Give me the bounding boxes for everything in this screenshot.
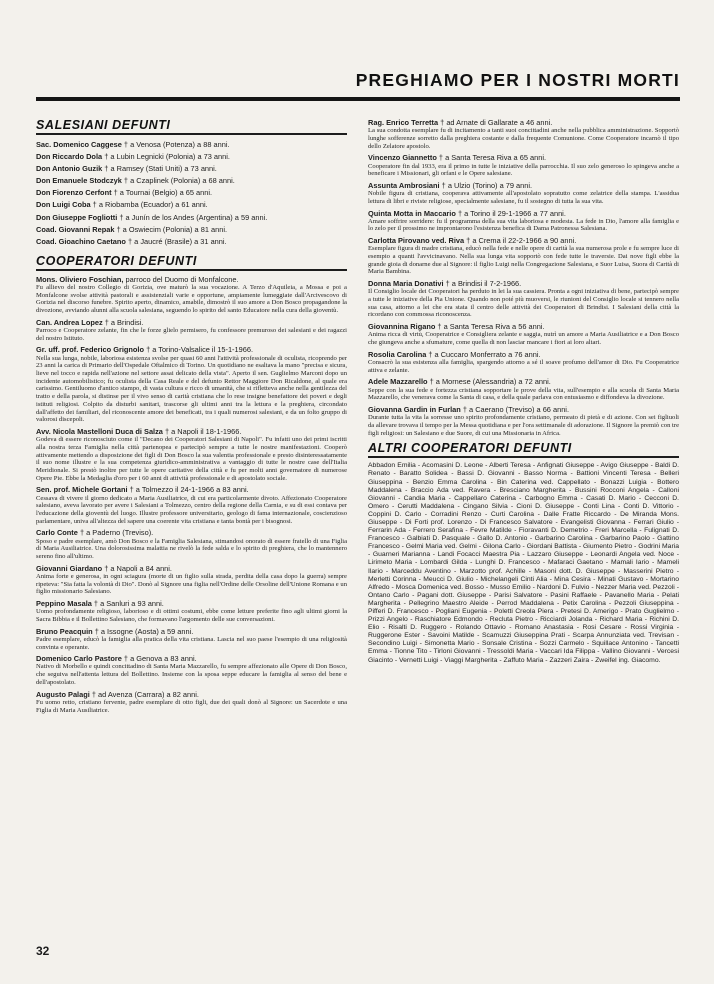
section-title-salesiani: SALESIANI DEFUNTI <box>36 118 171 132</box>
salesiano-entry <box>36 163 347 175</box>
cooperatore-entry <box>368 118 679 150</box>
salesiani-list <box>36 139 347 248</box>
cooperatore-info: † a Ulzio (Torino) a 79 anni. <box>441 180 533 190</box>
cooperatore-entry <box>36 318 347 343</box>
cooperatore-name: Assunta Ambrosiani <box>368 180 440 190</box>
cooperatore-text: Durante tutta la vita la sorresse uno spirito profondamente cristiano, permeato di pietà e di azione. Con sei figliuoli da allevare trovava il tempo per la Messa quotidiana e per l'ora settimanale di adorazione. Il Signore la premiò con tre figli religiosi: un Salesiano e due Suore, di cui una Missionaria in Africa. <box>368 414 679 437</box>
cooperatore-text: Il Consiglio locale dei Cooperatori ha perduto in lei la sua cassiera. Pronta a ogni iniziativa di bene, partecipò sempre a tutte le iniziative della Pia Unione. Quando non poté più muoversi, le riunioni del Consiglio locale si tennero nella sua casa, attorno a lei che era stata il centro delle attività dei Cooperatori di Brindisi. I Salesiani della città la ricordano con commossa riconoscenza. <box>368 288 679 319</box>
cooperatore-name: Mons. Oliviero Foschian, <box>36 274 124 284</box>
cooperatore-heading <box>36 485 347 494</box>
cooperatore-name: Vincenzo Giannetto <box>368 153 437 163</box>
cooperatore-entry <box>36 627 347 652</box>
salesiano-entry <box>36 151 347 163</box>
cooperatore-info: † a Genova a 83 anni. <box>123 654 197 664</box>
cooperatore-name: Adele Mazzarello <box>368 377 428 387</box>
cooperatore-heading <box>36 427 347 436</box>
cooperatore-info: † a Santa Teresa Riva a 56 anni. <box>437 322 545 332</box>
cooperatore-text: Consacrò la sua esistenza alla famiglia, spargendo attorno a sé il soave profumo dell'amor di Dio. Fu Cooperatrice attiva e zelante. <box>368 358 679 374</box>
section-rule <box>36 269 347 271</box>
cooperatore-text: Cessava di vivere il giorno dedicato a Maria Ausiliatrice, di cui era particolarmente divoto. Affezionato Cooperatore salesiano, aveva lavorato per avere i Salesiani a Tolmezzo, centro della regione della Carnia, e su di essi contava per l'educazione della gioventù del luogo. Illustre professore universitario, geologo di fama internazionale, coscienzioso parlamentare, univa all'altezza del sapere una coerente vita cristiana e tanta bontà per i bisognosi. <box>36 494 347 525</box>
cooperatore-text: Godeva di essere riconosciuto come il "Decano dei Cooperatori Salesiani di Napoli". Fu infatti uno dei primi iscritti alla nostra terza Famiglia nella città partenopea e partecipò sempre a tutte le nostre manifestazioni. Cooperò attivamente mettendo a disposizione dei figli di Don Bosco la sua valentia professionale e presto disinteressatamente il suo nome illustre e la sua competenza giuridico-amministrativa a vantaggio di tutte le nostre case dell'Italia Meridionale. Si prestò inoltre per tutte le opere caritative della città e fu per molti anni governatore di numerose Opere Pie. Ebbe la Medaglia d'oro per i 60 anni di attività professionale e di apostolato sociale. <box>36 436 347 482</box>
salesiano-info: † a Venosa (Potenza) a 88 anni. <box>123 140 230 149</box>
cooperatore-heading <box>36 275 347 284</box>
salesiano-name: Don Giuseppe Fogliotti <box>36 212 118 222</box>
cooperatore-entry <box>368 236 679 276</box>
cooperatore-text: Nobile figura di cristiana, cooperava attivamente all'apostolato sopratutto come zelatrice della stampa. L'assidua lettura di libri e riviste religiose, specialmente salesiane, fu il sostegno di tutta la sua vita. <box>368 190 679 205</box>
cooperatore-entry <box>368 350 679 375</box>
altri-list: Abbadon Emilia - Acomasini D. Leone - Alberti Teresa - Anfignati Giuseppe - Avigo Giuseppe - Baldi D. Renato - Baratto Solidea - Bassi D. Giovanni - Basso Norma - Battioni Vincenti Teresa - Belleri Giuseppina - Benzio Emma Carolina - Bin Caterina ved. Cappellato - Bonazzi Luigia - Bottero Maddalena - Braccio Ada ved. Ravera - Bresciano Margherita - Bussini Rocconi Angela - Calloni Giovanni - Candia Maria - Cappellaro Caterina - Carbogno Emma - Casati D. Mario - Cecconi D. Omero - Cerutti Maddalena - Cingano Silvia - Cioni D. Giuseppe - Conti Lina - Conti D. Vittorio - Coppini D. Carlo - Corradini Renzo - Curti Carolina - Dalle Fratte Riccardo - De Miranda Mons. Giuseppe - Di Forti prof. Lorenzo - Di Francesco Salvatore - Evangelisti Giovanna - Ferrari Giulio - Ferrarin Ada - Ferrero Serafina - Fevre Matilde - Fioravanti D. Demetrio - Freri Marcella - Fulignati D. Francesco - Galbiati D. Pasquale - Gallo D. Antonio - Garbarino Carolina - Garbarino Paolo - Gattino Francesco - Gelmi Maria ved. Gelmi - Gilona Carlo - Giordani Battista - Giumento Pietro - Godrini Maria - Guarneri Marianna - Landi Focacci Maestra Pia - Lazzaro Giuseppe - Leonardi Angela ved. Noce - Lirimeto Maria - Lombardi Gilda - Lunghi D. Francesco - Mafaraci Gaetano - Mamali Iario - Mameli Ilario - Marceddu Aventino - Marzotto prof. Achille - Masoni dott. D. Giuseppe - Masserini Pietro - Merletti Corinna - Meucci D. Giulio - Michelangeli Cinti Alia - Mina Cesira - Minati Gustavo - Mortarino Alfredo - Mosca Domenica ved. Bosso - Musso Emilio - Nardoni D. Fulvio - Nezzer Maria ved. Pezzoli - Ontano Carlo - Pagani dott. Giuseppe - Parisi Salvatore - Pasini Raffaele - Pavanello Maria - Pelati Margherita - Pellegrino Maestro Aleide - Perrod Maddalena - Petix Carolina - Pezzoli Giuseppina - Pifferi D. Francesco - Pogliani Eugenia - Poletti Creola Piera - Pretesi D. Amerigo - Prato Guglielmo - Prizzi Angelo - Raschiatore Edmondo - Recluta Pietro - Ricciardi Jolanda - Richard Maria - Richini D. Elio - Risalti D. Ruggero - Rolando Ottavio - Romano Anastasia - Rosi Cesare - Rossi Virginia - Ruggerone Ester - Savoini Matilde - Scamuzzi Giuseppina Prati - Scarpa Annunziata ved. Trevisan - Secondino Luigi - Simonetta Mario - Sonsale Cristina - Sozzi Carmelo - Squillace Antonino - Tancetti Emma - Tionne Tito - Tirloni Giovanni - Tressoldi Maria - Vaccari Ida Filippa - Vallino Giovanni - Vercesi Giacinto - Vernetti Luigi - Viaggi Margherita - Zaffuto Maria - Zazzeri Zaira - Zweifel ing. Giacomo. <box>368 462 679 664</box>
salesiano-info: † a Junín de los Andes (Argentina) a 59 anni. <box>119 212 268 222</box>
cooperatore-name: Giovanni Giardano <box>36 563 103 573</box>
salesiano-name: Coad. Gioachino Caetano <box>36 236 126 246</box>
cooperatore-name: Giovannina Rigano <box>368 322 436 332</box>
salesiano-entry <box>36 175 347 187</box>
section-salesiani <box>36 118 347 248</box>
salesiano-entry <box>36 187 347 199</box>
cooperatore-name: Can. Andrea Lopez <box>36 317 103 327</box>
cooperatore-heading <box>368 236 679 245</box>
cooperatore-entry <box>36 528 347 560</box>
cooperatore-text: Parroco e Cooperatore zelante, fin che le forze glielo permisero, fu confessore premuroso dei salesiani e dei ragazzi del nostro Istituto. <box>36 327 347 342</box>
cooperatore-entry <box>368 322 679 347</box>
salesiano-info: † a Ramsey (Stati Uniti) a 73 anni. <box>104 164 217 174</box>
header-rule <box>36 97 680 101</box>
cooperatore-entry <box>36 564 347 596</box>
salesiano-name: Coad. Giovanni Repak <box>36 224 115 234</box>
salesiano-info: † a Lubin Legnicki (Polonia) a 73 anni. <box>104 152 230 162</box>
cooperatore-info: † a Napoli il 18-1-1966. <box>164 427 242 436</box>
section-title-altri: ALTRI COOPERATORI DEFUNTI <box>368 441 572 456</box>
cooperatore-text: Nativo di Morbello e quindi concittadino di Santa Maria Mazzarello, fu sempre affezionato alle Opere di Don Bosco, che seguiva nell'attenta lettura del Bollettino. Insieme con la sposa seppe educare la famiglia al senso del bene e dell'apostolato. <box>36 663 347 686</box>
cooperatore-heading <box>368 405 679 414</box>
cooperatore-entry <box>36 275 347 315</box>
cooperatore-info: † a Tolmezzo il 24-1-1966 a 83 anni. <box>129 485 249 495</box>
section-title-cooperatori: COOPERATORI DEFUNTI <box>36 253 197 268</box>
cooperatore-name: Sen. prof. Michele Gortani <box>36 485 128 495</box>
cooperatore-name: Carlo Conte <box>36 528 78 538</box>
cooperatore-text: Cooperatore fin dal 1933, era il primo in tutte le iniziative della parrocchia. Il suo zelo generoso lo spingeva anche a beneficare i Missionari, gli orfani e le Opere salesiane. <box>368 162 679 178</box>
cooperatore-info: † a Crema il 22-2-1966 a 90 anni. <box>466 236 577 246</box>
cooperatore-name: Augusto Palagi <box>36 689 90 699</box>
right-column <box>368 118 679 938</box>
cooperatore-info: † a Mornese (Alessandria) a 72 anni. <box>429 377 551 387</box>
cooperatore-name: Giovanna Gardin in Furlan <box>368 405 461 414</box>
salesiano-name: Don Emanuele Stodczyk <box>36 176 122 186</box>
cooperatore-heading <box>368 377 679 386</box>
cooperatore-heading <box>36 627 347 636</box>
cooperatore-info: † a Issogne (Aosta) a 59 anni. <box>94 626 194 636</box>
cooperatore-name: Rag. Enrico Terretta <box>368 118 439 127</box>
cooperatore-entry <box>368 181 679 206</box>
cooperatore-name: Rosolia Carolina <box>368 349 427 359</box>
cooperatore-heading <box>368 181 679 190</box>
cooperatore-info: parroco del Duomo di Monfalcone. <box>125 274 239 284</box>
cooperatore-text: Nella sua lunga, nobile, laboriosa esistenza svolse per quasi 60 anni l'attività professionale di oculista, ricoprendo per 23 anni la carica di Primario dell'Ospedale Oftalmico di Torino. Un quotidiano ne esaltava la mano "precisa e sicura, lieve nel tocco e rapida nell'azione nel settore assai delicato della vista". Aperto il sen. Guglielmo Marconi dopo un incidente automobilistico; fu oculista della Casa Reale e del defunto Rettor Maggiore Don Ricaldone, al quale era carissimo. Gentiluomo d'antico stampo, di vasta cultura e ricco di umanità, che si rifletteva anche nella gentilezza del tratto e della parola, si distinse per il vivo senso di carità cristiana che lo rese insigne benefattore dei poveri e degli istituti religiosi. Colpito da disturbi sanitari, trascorse gli ultimi anni tra la lettura e la preghiera, circondato dall'affetto dei familiari, del riconoscente amore dei beneficati, tra i quali numerosi salesiani, e da un folto gruppo di valorosi discepoli. <box>36 354 347 424</box>
salesiano-entry <box>36 212 347 224</box>
section-rule <box>368 456 679 458</box>
cooperatore-heading <box>368 350 679 359</box>
cooperatore-text: Anima ricca di virtù, Cooperatrice e Consigliera zelante e saggia, nutrì un amore a Maria Ausiliatrice e a Don Bosco che giungeva anche a sfumature, come quella di non lasciar mancare i fiori ai loro altari. <box>368 331 679 347</box>
section-rule <box>36 133 347 135</box>
cooperatore-text: Seppe con la sua fede e fortezza cristiana sopportare le prove della vita, sull'esempio e alla scuola di Santa Maria Mazzarello, che venerava come la Santa di casa, e della quale parlava con entusiasmo e diffondeva la divozione. <box>368 386 679 402</box>
cooperatore-entry <box>36 599 347 624</box>
cooperatore-info: † a Napoli a 84 anni. <box>104 563 172 573</box>
cooperatore-name: Peppino Masala <box>36 599 92 609</box>
cooperatore-heading <box>36 318 347 327</box>
page-number: 32 <box>36 944 50 958</box>
cooperatore-heading <box>368 118 679 127</box>
cooperatore-info: † a Paderno (Treviso). <box>79 528 154 538</box>
salesiano-name: Sac. Domenico Caggese <box>36 140 122 149</box>
cooperatore-info: † a Santa Teresa Riva a 65 anni. <box>438 153 547 163</box>
salesiano-info: † a Jaucré (Brasile) a 31 anni. <box>128 236 227 246</box>
cooperatore-entry <box>368 377 679 402</box>
cooperatore-text: Sposo e padre esemplare, amò Don Bosco e la Famiglia Salesiana, stimandosi onorato di essere fratello di una Figlia di Maria Ausiliatrice. Una dolorosissima malattia ne rivelò la fede salda e lo spirito di preghiera, che lo mantennero sereno fino all'ultimo. <box>36 537 347 561</box>
cooperatore-heading <box>368 279 679 288</box>
cooperatore-entry <box>368 405 679 437</box>
cooperatore-heading <box>368 209 679 218</box>
cooperatore-name: Domenico Carlo Pastore <box>36 654 122 664</box>
cooperatore-heading <box>368 153 679 162</box>
cooperatore-heading <box>36 564 347 573</box>
cooperatore-entry <box>36 654 347 686</box>
salesiano-entry <box>36 224 347 236</box>
cooperatore-entry <box>36 690 347 715</box>
cooperatore-text: La sua condotta esemplare fu di incitamento a tanti suoi concittadini anche nella pubblica amministrazione. Sopportò lunghe sofferenze sorretto dalla preghiera costante e dalla frequente Comunione. Come Cooperatore incarnò il tipo dello Zelatore apostolo. <box>368 127 679 150</box>
cooperatore-info: † a Brindisi il 7-2-1966. <box>445 279 522 289</box>
salesiano-entry <box>36 199 347 211</box>
cooperatore-entry <box>36 485 347 525</box>
cooperatore-name: Quinta Motta in Maccario <box>368 208 456 218</box>
cooperatore-text: Padre esemplare, educò la famiglia alla pratica della vita cristiana. Lascia nel suo paese l'esempio di una religiosità convinta e operante. <box>36 635 347 651</box>
salesiano-info: † a Oswiecim (Polonia) a 81 anni. <box>116 224 228 234</box>
salesiano-info: † a Tournai (Belgio) a 65 anni. <box>113 188 213 198</box>
cooperatore-text: Amare soffrire sorridere: fu il programma della sua vita laboriosa e modesta. La fede in Dio, l'amore alla famiglia e lo zelo per il prossimo ne improntarono l'esistenza benefica di Dama Patronessa Salesiana. <box>368 217 679 233</box>
left-column <box>36 118 347 948</box>
cooperatore-heading <box>36 599 347 608</box>
salesiano-info: † a Czaplinek (Polonia) a 68 anni. <box>123 176 235 186</box>
cooperatore-info: † ad Arnate di Gallarate a 46 anni. <box>440 118 553 127</box>
salesiano-name: Don Luigi Coba <box>36 200 91 210</box>
cooperatore-entry <box>368 279 679 319</box>
cooperatore-heading <box>36 528 347 537</box>
cooperatore-info: † a Cuccaro Monferrato a 76 anni. <box>428 349 541 359</box>
salesiano-entry <box>36 236 347 248</box>
cooperatore-name: Donna Maria Donativi <box>368 279 444 289</box>
cooperatore-text: Esemplare figura di madre cristiana, educò nella fede e nelle opere di carità la sua numerosa prole e fu sempre luce di esempio a quanti l'avvicinavano. Nella sua lunga vita sopportò con fede tutte le traversie. Dai nove figli ebbe la grande gioia di donarne due al Signore: il figlio Luigi nella Congregazione Salesiana, e Suor Luisa, Suora di Carità di Maria Bambina. <box>368 245 679 276</box>
salesiano-info: † a Riobamba (Ecuador) a 61 anni. <box>92 200 208 210</box>
cooperatore-entry <box>36 427 347 482</box>
salesiano-name: Don Fiorenzo Cerfont <box>36 188 112 198</box>
cooperatore-entry <box>368 153 679 178</box>
cooperatore-info: † a Torino il 29-1-1966 a 77 anni. <box>457 208 566 218</box>
cooperatori-list-left <box>36 275 347 714</box>
cooperatore-heading <box>36 690 347 699</box>
cooperatore-name: Bruno Peacquin <box>36 626 93 636</box>
cooperatore-name: Carlotta Pirovano ved. Riva <box>368 236 465 246</box>
cooperatore-heading <box>36 654 347 663</box>
header <box>282 70 680 91</box>
cooperatore-info: † a Torino-Valsalice il 15-1-1966. <box>146 345 254 355</box>
cooperatore-info: † a Brindisi. <box>104 317 144 327</box>
cooperatore-entry <box>368 209 679 234</box>
cooperatori-list-right <box>368 118 679 437</box>
page-title: PREGHIAMO PER I NOSTRI MORTI <box>355 70 680 90</box>
section-cooperatori <box>36 254 347 714</box>
cooperatore-info: † ad Avenza (Carrara) a 82 anni. <box>91 689 199 699</box>
cooperatore-name: Gr. uff. prof. Federico Grignolo <box>36 345 144 355</box>
cooperatore-text: Fu uomo retto, cristiano fervente, padre esemplare di otto figli, due dei quali donò al Signore: un Sacerdote e una Figlia di Maria Ausiliatrice. <box>36 698 347 714</box>
section-altri <box>368 441 679 664</box>
salesiano-name: Don Riccardo Dola <box>36 152 103 162</box>
cooperatore-heading <box>368 322 679 331</box>
cooperatore-text: Anima forte e generosa, in ogni sciagura (morte di un figlio sulla strada, perdita della casa dopo la guerra) sempre ripeteva: "Sia fatta la volontà di Dio". Donò al Signore una figlia nell'Ordine delle Orsoline dell'Unione Romana e un figlio missionario Salesiano. <box>36 572 347 596</box>
salesiano-name: Don Antonio Guzik <box>36 164 103 174</box>
salesiano-entry <box>36 139 347 151</box>
cooperatore-info: † a Caerano (Treviso) a 66 anni. <box>462 405 569 414</box>
cooperatore-heading <box>36 345 347 354</box>
cooperatore-entry <box>36 345 347 424</box>
cooperatore-info: † a Sanluri a 93 anni. <box>93 599 164 609</box>
cooperatore-name: Avv. Nicola Mastelloni Duca di Salza <box>36 427 163 436</box>
cooperatore-text: Uomo profondamente religioso, laborioso e di ottimi costumi, ebbe come letture preferite fino agli ultimi giorni la Sacra Bibbia e il Bollettino Salesiano, che formavano l'argomento delle sue conversazioni. <box>36 608 347 623</box>
cooperatore-text: Fu allievo del nostro Collegio di Gorizia, ove maturò la sua vocazione. A Terzo d'Aquileia, a Mossa e poi a Monfalcone svolse attività pastorali e assistenziali varie e opportune, ampiamente lumeggiate dall'Arcivescovo di Gorizia nel discorso funebre. Spirito aperto, dinamico, amabile, dimostrò il suo amore a Don Bosco propagandone la divozione, avviando alunni alla scuola salesiana, seguendo lo spirito del santo Educatore nella cura della gioventù. <box>36 284 347 315</box>
